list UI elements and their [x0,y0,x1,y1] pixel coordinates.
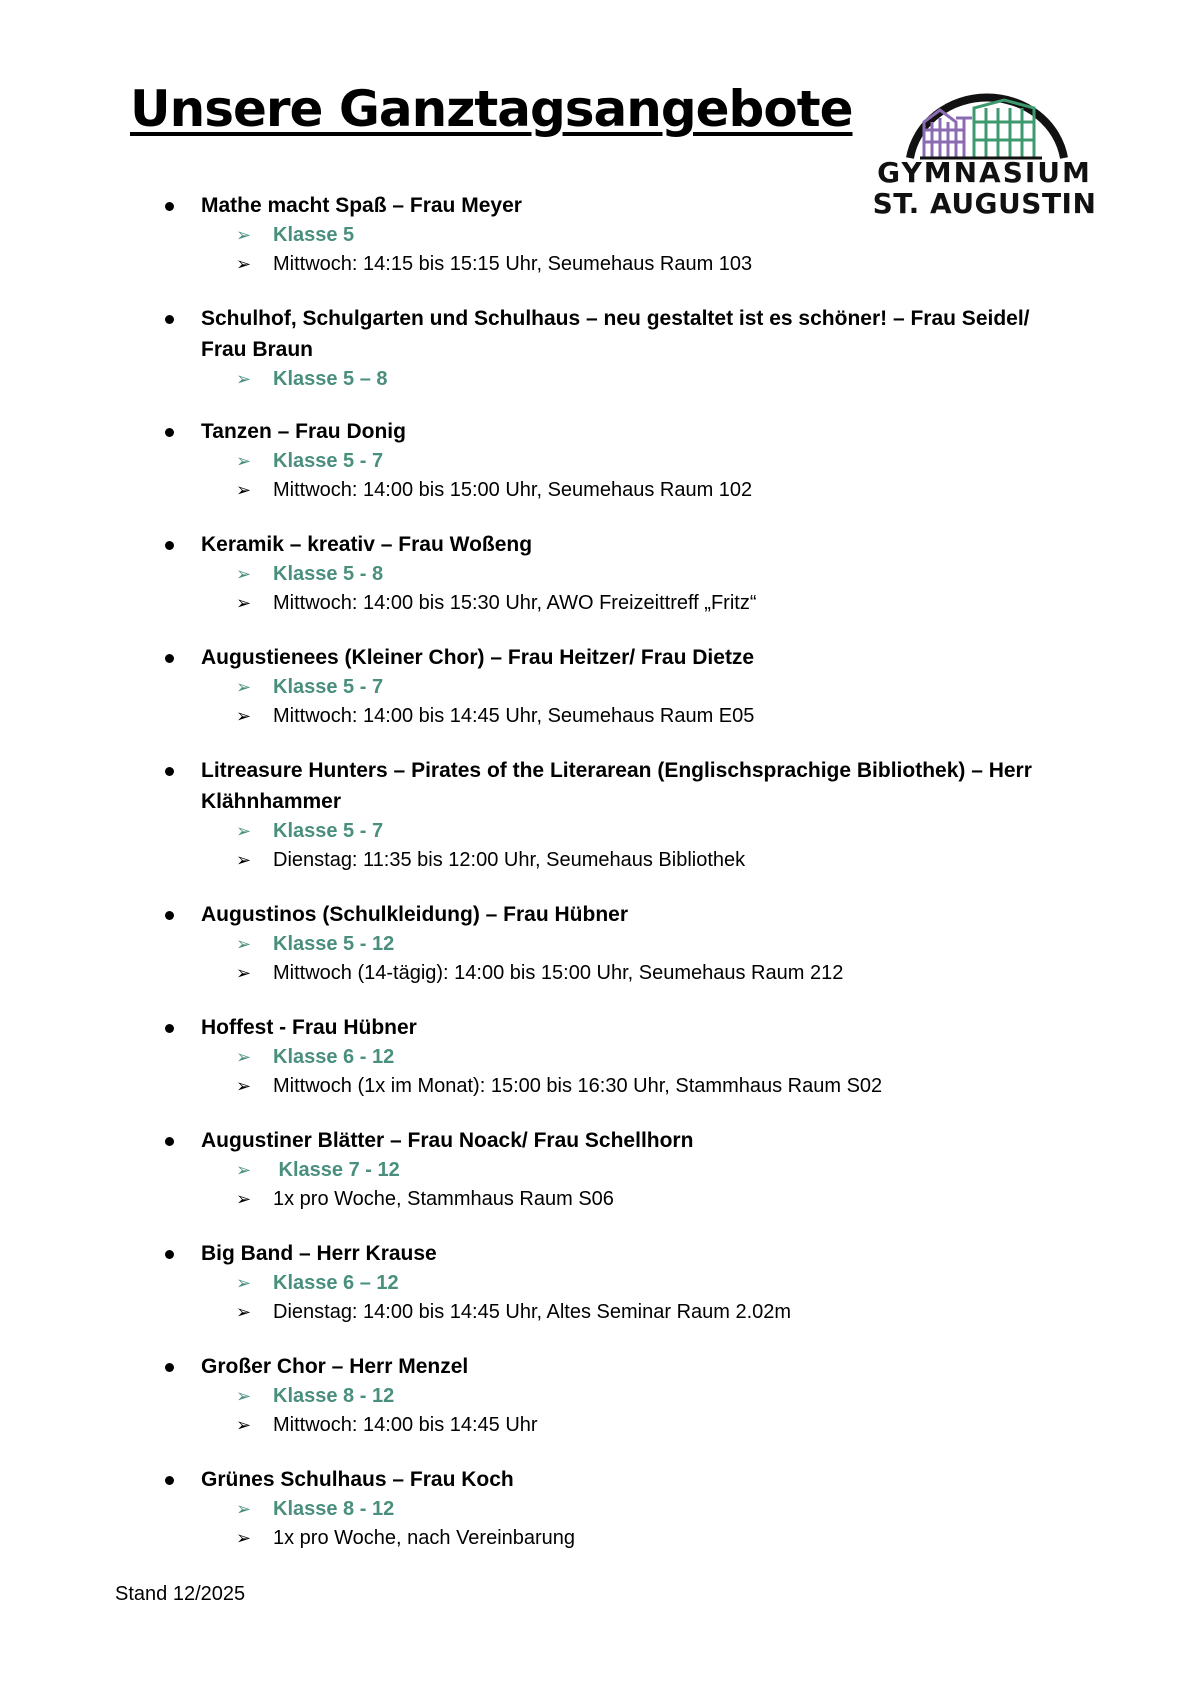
arrow-bullet-icon: ➢ [236,821,252,841]
arrow-bullet-icon: ➢ [236,963,252,983]
arrow-bullet-icon: ➢ [236,1076,252,1096]
offer-title: Keramik – kreativ – Frau Woßeng [201,533,533,556]
school-building-icon [902,82,1072,160]
arrow-bullet-icon: ➢ [236,850,252,870]
bullet-icon [165,1137,174,1146]
arrow-bullet-icon: ➢ [236,1415,252,1435]
arrow-bullet-icon: ➢ [236,1302,252,1322]
logo-text-gymnasium: GYMNASIUM [877,156,1092,189]
arrow-bullet-icon: ➢ [236,677,252,697]
bullet-icon [165,767,174,776]
page-title: Unsere Ganztagsangebote [130,80,853,138]
offer-title: Big Band – Herr Krause [201,1242,437,1265]
arrow-bullet-icon: ➢ [236,1528,252,1548]
arrow-bullet-icon: ➢ [236,1499,252,1519]
bullet-icon [165,315,174,324]
bullet-icon [165,1024,174,1033]
bullet-icon [165,1476,174,1485]
offer-title: Schulhof, Schulgarten und Schulhaus – neu gestaltet ist es schöner! – Frau Seidel/ Frau Braun [201,307,1030,361]
arrow-bullet-icon: ➢ [236,1047,252,1067]
arrow-bullet-icon: ➢ [236,564,252,584]
logo-text-st-augustin: ST. AUGUSTIN [872,187,1097,220]
offer-title: Tanzen – Frau Donig [201,420,406,443]
arrow-bullet-icon: ➢ [236,934,252,954]
bullet-icon [165,911,174,920]
bullet-icon [165,1363,174,1372]
offer-title: Mathe macht Spaß – Frau Meyer [201,194,522,217]
arrow-bullet-icon: ➢ [236,1273,252,1293]
bullet-icon [165,654,174,663]
bullet-icon [165,541,174,550]
bullet-icon [165,1250,174,1259]
offer-title: Augustinos (Schulkleidung) – Frau Hübner [201,903,629,926]
offer-title: Augustiner Blätter – Frau Noack/ Frau Schellhorn [201,1129,694,1152]
arrow-bullet-icon: ➢ [236,706,252,726]
bullet-icon [165,428,174,437]
offer-title: Hoffest - Frau Hübner [201,1016,417,1039]
offer-title: Litreasure Hunters – Pirates of the Literarean (Englischsprachige Bibliothek) – Herr Klähnhammer [201,759,1032,813]
arrow-bullet-icon: ➢ [236,593,252,613]
bullet-icon [165,202,174,211]
arrow-bullet-icon: ➢ [236,1189,252,1209]
offer-title: Grünes Schulhaus – Frau Koch [201,1468,514,1491]
offer-title: Augustienees (Kleiner Chor) – Frau Heitzer/ Frau Dietze [201,646,755,669]
arrow-bullet-icon: ➢ [236,451,252,471]
arrow-bullet-icon: ➢ [236,1386,252,1406]
offer-title: Großer Chor – Herr Menzel [201,1355,469,1378]
footer-date: Stand 12/2025 [115,1583,246,1605]
arrow-bullet-icon: ➢ [236,480,252,500]
arrow-bullet-icon: ➢ [236,225,252,245]
arrow-bullet-icon: ➢ [236,369,252,389]
arrow-bullet-icon: ➢ [236,254,252,274]
arrow-bullet-icon: ➢ [236,1160,252,1180]
